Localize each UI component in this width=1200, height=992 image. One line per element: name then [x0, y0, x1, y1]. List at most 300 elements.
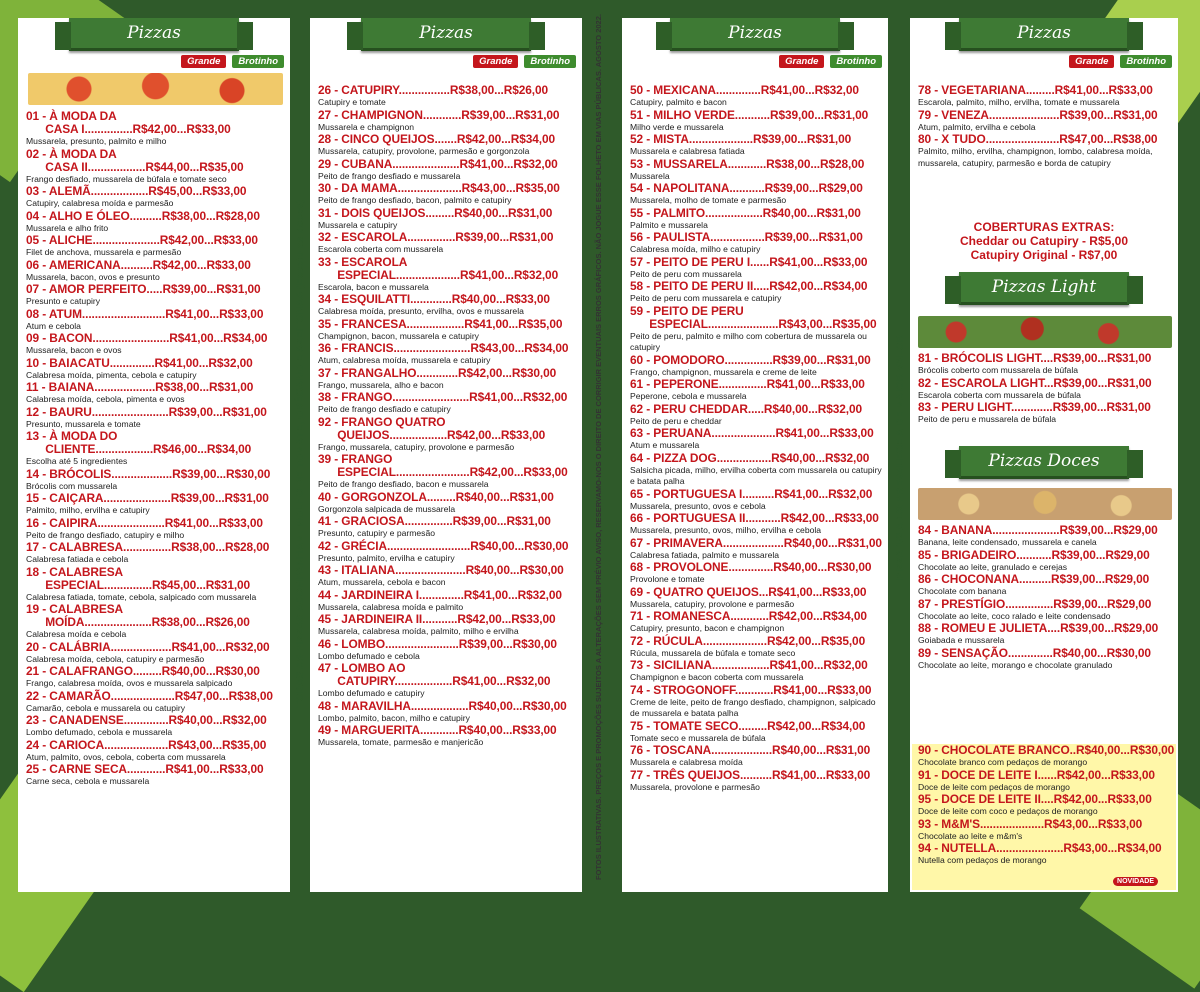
menu-item [26, 541, 284, 566]
item-name-price: 55 - PALMITO..................R$40,00...R$31,00 [630, 205, 861, 220]
item-description: Peperone, cebola e mussarela [630, 391, 747, 401]
menu-panel-3 [622, 18, 888, 892]
menu-item [318, 515, 576, 540]
item-description: Atum e mussarela [630, 440, 700, 450]
menu-panel-2 [310, 18, 582, 892]
item-name-price: 77 - TRÊS QUEIJOS..........R$41,00...R$33,00 [630, 767, 871, 782]
item-name-price: 02 - À MODA DA [26, 146, 117, 161]
item-description: Escolha até 5 ingredientes [26, 456, 128, 466]
item-name-price: 49 - MARGUERITA............R$40,00...R$33,00 [318, 723, 557, 737]
item-name-price: 09 - BACON........................R$41,00...R$34,00 [26, 331, 268, 345]
menu-item [26, 468, 284, 493]
menu-item [318, 466, 576, 491]
item-name-price: CASA I...............R$42,00...R$33,00 [26, 122, 231, 136]
menu-item [318, 207, 576, 232]
menu-item [318, 675, 576, 700]
item-name-price: 23 - CANADENSE..............R$40,00...R$32,00 [26, 713, 267, 727]
item-description: Rúcula, mussarela de búfala e tomate seco [630, 647, 796, 658]
side-note-right: PIZZA 1/2 A 1/2 PREVALECE A DE MAIOR VALOR [894, 334, 906, 580]
item-description: Escarola, bacon e mussarela [318, 281, 429, 292]
item-name-price: 35 - FRANCESA..................R$41,00...R$35,00 [318, 316, 563, 331]
item-name-price: 76 - TOSCANA...................R$40,00...R$31,00 [630, 743, 871, 757]
item-description: Mussarela, provolone e parmesão [630, 781, 760, 792]
menu-item [318, 133, 576, 158]
item-name-price: 41 - GRACIOSA...............R$39,00...R$31,00 [318, 514, 551, 528]
item-name-price: 84 - BANANA.....................R$39,00...R$29,00 [918, 523, 1158, 537]
item-description: Doce de leite com pedaços de morango [918, 781, 1070, 792]
menu-item [26, 161, 284, 186]
item-description: Calabresa moída, presunto, ervilha, ovos e mussarela [318, 306, 524, 316]
item-description: Calabresa fatiada, palmito e mussarela [630, 549, 780, 560]
item-description: Lombo defumado e catupiry [318, 688, 425, 698]
item-description: Lombo, palmito, bacon, milho e catupiry [318, 712, 470, 723]
item-name-price: 52 - MISTA....................R$39,00...R$31,00 [630, 132, 852, 146]
item-description: Salsicha picada, milho, ervilha coberta com mussarela ou catupiry e batata palha [630, 464, 882, 486]
item-name-price: 83 - PERU LIGHT.............R$39,00...R$31,00 [918, 400, 1151, 414]
item-description: Carne seca, cebola e mussarela [26, 776, 150, 786]
menu-item [630, 207, 882, 232]
menu-item [918, 598, 1172, 623]
item-name-price: 10 - BAIACATU..............R$41,00...R$32,00 [26, 355, 253, 370]
menu-item [630, 133, 882, 158]
side-note-middle: FOTOS ILUSTRATIVAS. PREÇOS E PROMOÇÕES SUJEITOS A ALTERAÇÕES SEM PRÉVIO AVISO, RESERVAMO-NOS O DIREITO DE CORRIGIR EVENTUAIS ERROS GRÁFICOS. NÃO JOGUE ESSE FOLHETO EM VIAS PÚBLICAS. AGOSTO 2022. [594, 14, 603, 880]
menu-item [318, 293, 576, 318]
menu-item [918, 84, 1172, 109]
menu-item [26, 283, 284, 308]
item-description: Champignon e bacon coberta com mussarela [630, 672, 804, 682]
menu-item [630, 427, 882, 452]
menu-item [630, 256, 882, 281]
menu-item [318, 540, 576, 565]
menu-item [918, 647, 1172, 672]
menu-panel-1 [18, 18, 290, 892]
menu-item [318, 589, 576, 614]
item-name-price: ESPECIAL.......................R$42,00...R$33,00 [318, 465, 568, 479]
item-name-price: 89 - SENSAÇÃO..............R$40,00...R$30,00 [918, 645, 1151, 660]
menu-item [318, 638, 576, 663]
menu-item [918, 842, 1176, 867]
item-description: Frango desfiado, mussarela de búfala e tomate seco [26, 173, 227, 184]
item-name-price: 15 - CAIÇARA.....................R$39,00...R$31,00 [26, 491, 269, 505]
item-name-price: QUEIJOS..................R$42,00...R$33,00 [318, 427, 546, 442]
item-description: Mussarela, bacon, ovos e presunto [26, 271, 160, 282]
menu-item [630, 684, 882, 720]
item-name-price: 38 - FRANGO........................R$41,00...R$32,00 [318, 390, 568, 404]
item-description: Tomate seco e mussarela de búfala [630, 732, 766, 743]
item-description: Catupiry e tomate [318, 97, 386, 107]
item-description: Palmito, milho, ervilha e catupiry [26, 505, 150, 515]
item-name-price: 61 - PEPERONE...............R$41,00...R$33,00 [630, 377, 865, 391]
item-name-price: 40 - GORGONZOLA.........R$40,00...R$31,00 [318, 489, 554, 504]
menu-item [26, 259, 284, 284]
menu-item [318, 318, 576, 343]
menu-item [318, 491, 576, 516]
item-name-price: 01 - À MODA DA [26, 109, 117, 123]
item-description: Nutella com pedaços de morango [918, 855, 1047, 865]
item-name-price: 78 - VEGETARIANA.........R$41,00...R$33,00 [918, 83, 1153, 97]
menu-item [630, 744, 882, 769]
menu-item [918, 109, 1172, 134]
menu-item [26, 566, 284, 579]
menu-item [318, 231, 576, 256]
pizza-list-1 [26, 110, 284, 788]
menu-item [630, 512, 882, 537]
menu-item [918, 524, 1172, 549]
item-description: Chocolate ao leite, granulado e cerejas [918, 561, 1068, 572]
item-description: Gorgonzola salpicada de mussarela [318, 503, 456, 514]
item-description: Lombo defumado e cebola [318, 650, 420, 661]
item-name-price: 69 - QUATRO QUEIJOS...R$41,00...R$33,00 [630, 584, 867, 599]
grande-label: Grande [1069, 55, 1114, 68]
item-name-price: 18 - CALABRESA [26, 564, 124, 579]
side-note-left: TODAS AS PIZZAS ACOMPANHAM: MOLHO DE TOMATE, ORÉGANO E AZEITONAS (Exceto as doces) [294, 199, 306, 708]
menu-item [630, 378, 882, 403]
menu-item [918, 401, 1172, 426]
item-name-price: 36 - FRANCIS........................R$43,00...R$34,00 [318, 341, 569, 355]
extras-catupiry: Catupiry Original - R$7,00 [970, 248, 1118, 262]
item-name-price: ESPECIAL...............R$45,00...R$31,00 [26, 577, 251, 592]
item-description: Catupiry, palmito e bacon [630, 97, 727, 107]
menu-panel-4 [910, 18, 1178, 892]
item-name-price: 27 - CHAMPIGNON............R$39,00...R$31,00 [318, 107, 560, 122]
item-name-price: 13 - À MODA DO [26, 429, 118, 443]
item-description: Goiabada e mussarela [918, 635, 1005, 645]
pizza-list-3 [630, 84, 882, 793]
menu-item [318, 613, 576, 638]
menu-item [26, 308, 284, 333]
item-name-price: 04 - ALHO E ÓLEO..........R$38,00...R$28,00 [26, 208, 260, 223]
item-description: Creme de leite, peito de frango desfiado, champignon, salpicado de mussarela e batata palha [630, 696, 876, 718]
size-labels [473, 55, 576, 68]
item-name-price: 17 - CALABRESA...............R$38,00...R$28,00 [26, 540, 270, 554]
item-name-price: 14 - BRÓCOLIS...................R$39,00...R$30,00 [26, 466, 271, 481]
item-description: Atum, palmito, ovos, cebola, coberta com mussarela [26, 751, 226, 762]
item-name-price: 60 - POMODORO...............R$39,00...R$31,00 [630, 352, 871, 367]
size-labels [181, 55, 284, 68]
menu-item [26, 185, 284, 210]
item-name-price: 65 - PORTUGUESA I..........R$41,00...R$32,00 [630, 486, 873, 501]
item-description: Mussarela, catupiry, provolone, parmesão e gorgonzola [318, 146, 530, 156]
item-name-price: MOÍDA.....................R$38,00...R$26,00 [26, 615, 250, 629]
item-description: Peito de peru com mussarela [630, 268, 742, 279]
item-name-price: 31 - DOIS QUEIJOS.........R$40,00...R$31,00 [318, 205, 553, 220]
item-description: Peito de peru e cheddar [630, 415, 722, 426]
novidade-badge: NOVIDADE [1113, 877, 1158, 886]
menu-item [918, 818, 1176, 843]
menu-item [630, 610, 882, 635]
menu-item [26, 332, 284, 357]
menu-item [630, 109, 882, 134]
item-description: Atum, palmito, ervilha e cebola [918, 121, 1036, 132]
item-description: Mussarela, presunto, palmito e milho [26, 136, 167, 146]
section-title-light: Pizzas Light [959, 272, 1129, 305]
menu-item [318, 256, 576, 269]
item-description: Peito de frango desfiado e mussarela [318, 170, 461, 181]
menu-item [318, 391, 576, 416]
item-name-price: 05 - ALICHE.....................R$42,00...R$33,00 [26, 233, 258, 247]
brotinho-label: Brotinho [830, 55, 882, 68]
item-description: Calabresa fatiada, tomate, cebola, salpicado com mussarela [26, 591, 257, 602]
item-description: Peito de frango desfiado, bacon, palmito e catupiry [318, 195, 512, 205]
menu-item [630, 586, 882, 611]
item-name-price: CLIENTE..................R$46,00...R$34,00 [26, 442, 252, 456]
item-description: Frango, mussarela, catupiry, provolone e parmesão [318, 441, 515, 452]
item-description: Calabresa moída, cebola, pimenta e ovos [26, 394, 185, 404]
item-name-price: 79 - VENEZA......................R$39,00...R$31,00 [918, 107, 1158, 122]
item-description: Mussarela e champignon [318, 121, 415, 132]
menu-item [918, 744, 1176, 769]
menu-item [630, 537, 882, 562]
menu-item [918, 573, 1172, 598]
pizza-list-2 [318, 84, 576, 749]
item-description: Provolone e tomate [630, 574, 705, 584]
menu-item [630, 231, 882, 256]
item-description: Frango, mussarela, alho e bacon [318, 379, 444, 390]
brotinho-label: Brotinho [232, 55, 284, 68]
item-description: Brócolis com mussarela [26, 480, 118, 491]
menu-item [318, 367, 576, 392]
menu-item [630, 635, 882, 660]
menu-item [630, 84, 882, 109]
brotinho-label: Brotinho [524, 55, 576, 68]
item-name-price: 50 - MEXICANA..............R$41,00...R$32,00 [630, 83, 859, 97]
menu-item [26, 148, 284, 161]
item-name-price: 21 - CALAFRANGO.........R$40,00...R$30,00 [26, 664, 260, 678]
extras-box [910, 220, 1178, 262]
item-description: Lombo defumado, cebola e mussarela [26, 727, 173, 737]
section-title-pizzas: Pizzas [69, 18, 239, 51]
menu-item [918, 769, 1176, 794]
new-dessert-list [912, 744, 1176, 890]
menu-item [26, 763, 284, 788]
item-name-price: ESPECIAL....................R$41,00...R$32,00 [318, 267, 559, 282]
item-description: Presunto e catupiry [26, 296, 101, 306]
dessert-pizza-photo [918, 488, 1172, 520]
item-name-price: 20 - CALÁBRIA...................R$41,00...R$32,00 [26, 639, 270, 654]
item-description: Atum, calabresa moída, mussarela e catupiry [318, 355, 491, 365]
item-name-price: 29 - CUBANA.....................R$41,00...R$32,00 [318, 156, 558, 171]
menu-item [26, 210, 284, 235]
item-name-price: 11 - BAIANA...................R$38,00...R$31,00 [26, 380, 254, 394]
item-name-price: 57 - PEITO DE PERU I......R$41,00...R$33,00 [630, 254, 868, 269]
item-description: Mussarela, tomate, parmesão e manjericão [318, 737, 484, 747]
menu-item [318, 700, 576, 725]
item-description: Escarola coberta com mussarela [318, 244, 444, 254]
item-name-price: 22 - CAMARÃO....................R$47,00...R$38,00 [26, 688, 273, 703]
item-description: Palmito, milho, ervilha, champignon, lombo, calabresa moída, mussarela, catupiry, parmesão e borda de catupiry [918, 146, 1153, 168]
menu-item [918, 377, 1172, 402]
item-name-price: 28 - CINCO QUEIJOS.......R$42,00...R$34,00 [318, 132, 556, 146]
dessert-list [918, 524, 1172, 671]
item-description: Mussarela, calabresa moída, palmito, milho e ervilha [318, 626, 519, 636]
item-name-price: 45 - JARDINEIRA II...........R$42,00...R$33,00 [318, 612, 556, 626]
menu-item [630, 452, 882, 488]
item-description: Chocolate ao leite, morango e chocolate granulado [918, 659, 1113, 670]
item-name-price: 34 - ESQUILATTI.............R$40,00...R$33,00 [318, 292, 550, 306]
extras-title: COBERTURAS EXTRAS: [973, 220, 1115, 234]
item-description: Peito de peru com mussarela e catupiry [630, 293, 782, 303]
item-name-price: 72 - RÚCULA....................R$42,00...R$35,00 [630, 633, 866, 648]
menu-item [630, 769, 882, 794]
item-description: Frango, calabresa moída, ovos e mussarela salpicado [26, 678, 233, 688]
menu-item [630, 305, 882, 318]
menu-item [318, 84, 576, 109]
item-name-price: 03 - ALEMÃ..................R$45,00...R$33,00 [26, 184, 247, 198]
item-description: Peito de frango desfiado e catupiry [318, 404, 451, 414]
item-name-price: 74 - STROGONOFF............R$41,00...R$33,00 [630, 682, 872, 697]
menu-item [26, 739, 284, 764]
item-name-price: 93 - M&M'S....................R$43,00...R$33,00 [918, 816, 1143, 831]
item-name-price: 75 - TOMATE SECO.........R$42,00...R$34,00 [630, 718, 866, 733]
item-description: Mussarela, bacon e ovos [26, 345, 122, 355]
item-name-price: 47 - LOMBO AO [318, 661, 406, 675]
menu-item [918, 352, 1172, 377]
item-description: Brócolis coberto com mussarela de búfala [918, 365, 1079, 375]
grande-label: Grande [473, 55, 518, 68]
menu-item [318, 158, 576, 183]
extras-cheddar: Cheddar ou Catupiry - R$5,00 [959, 234, 1129, 248]
item-description: Mussarela, presunto, ovos e cebola [630, 500, 766, 511]
menu-item [918, 133, 1172, 169]
item-description: Atum, mussarela, cebola e bacon [318, 577, 446, 587]
menu-item [26, 714, 284, 739]
item-name-price: 16 - CAIPIRA.....................R$41,00...R$33,00 [26, 515, 263, 530]
item-name-price: 68 - PROVOLONE..............R$40,00...R$30,00 [630, 560, 872, 574]
item-name-price: 43 - ITALIANA......................R$40,00...R$30,00 [318, 563, 564, 577]
menu-item [630, 720, 882, 745]
item-name-price: 62 - PERU CHEDDAR.....R$40,00...R$32,00 [630, 401, 863, 416]
item-name-price: 95 - DOCE DE LEITE II....R$42,00...R$33,00 [918, 792, 1152, 806]
menu-item [918, 793, 1176, 818]
item-description: Peito de frango desfiado, bacon e mussarela [318, 479, 489, 489]
menu-item [630, 354, 882, 379]
pizza-list-4 [918, 84, 1172, 169]
item-description: Chocolate com banana [918, 586, 1007, 596]
item-description: Chocolate ao leite, coco ralado e leite condensado [918, 610, 1111, 621]
item-name-price: 53 - MUSSARELA............R$38,00...R$28,00 [630, 156, 865, 171]
item-description: Milho verde e mussarela [630, 121, 724, 132]
item-description: Doce de leite com coco e pedaços de morango [918, 806, 1098, 816]
item-name-price: 66 - PORTUGUESA II...........R$42,00...R$33,00 [630, 511, 879, 525]
item-name-price: 30 - DA MAMA....................R$43,00...R$35,00 [318, 181, 560, 195]
item-name-price: 80 - X TUDO.......................R$47,00...R$38,00 [918, 132, 1158, 146]
menu-item [318, 429, 576, 454]
menu-item [26, 234, 284, 259]
item-name-price: 87 - PRESTÍGIO...............R$39,00...R$29,00 [918, 596, 1152, 611]
item-description: Escarola coberta com mussarela de búfala [918, 389, 1081, 400]
item-description: Peito de frango desfiado, catupiry e milho [26, 529, 185, 540]
menu-item [26, 517, 284, 542]
item-description: Mussarela e calabresa fatiada [630, 146, 745, 156]
light-list [918, 352, 1172, 426]
menu-item [630, 182, 882, 207]
menu-item [318, 109, 576, 134]
item-description: Banana, leite condensado, mussarela e canela [918, 537, 1097, 547]
menu-item [26, 123, 284, 148]
menu-item [26, 616, 284, 641]
item-description: Peito de peru e mussarela de búfala [918, 414, 1057, 424]
item-description: Mussarela [630, 170, 670, 181]
item-name-price: ESPECIAL......................R$43,00...R$35,00 [630, 316, 877, 331]
item-name-price: 42 - GRÉCIA..........................R$40,00...R$30,00 [318, 538, 569, 553]
item-name-price: 37 - FRANGALHO.............R$42,00...R$30,00 [318, 365, 557, 380]
grande-label: Grande [181, 55, 226, 68]
item-name-price: 71 - ROMANESCA............R$42,00...R$34,00 [630, 609, 867, 623]
menu-item [26, 579, 284, 604]
item-name-price: 73 - SICILIANA..................R$41,00...R$32,00 [630, 658, 868, 672]
item-description: Catupiry, presunto, bacon e champignon [630, 623, 785, 633]
item-name-price: 91 - DOCE DE LEITE I......R$42,00...R$33,00 [918, 767, 1155, 782]
item-name-price: 88 - ROMEU E JULIETA....R$39,00...R$29,00 [918, 621, 1159, 635]
item-name-price: 24 - CARIOCA....................R$43,00...R$35,00 [26, 737, 267, 752]
size-labels [1069, 55, 1172, 68]
menu-item [630, 280, 882, 305]
item-name-price: 64 - PIZZA DOG.................R$40,00...R$32,00 [630, 450, 870, 465]
item-description: Calabresa moída, milho e catupiry [630, 244, 761, 254]
menu-item [630, 403, 882, 428]
item-name-price: 63 - PERUANA....................R$41,00...R$33,00 [630, 426, 874, 440]
item-name-price: 32 - ESCAROLA...............R$39,00...R$31,00 [318, 230, 554, 244]
menu-item [918, 549, 1172, 574]
item-description: Mussarela, presunto, ovos, milho, ervilha e cebola [630, 525, 822, 535]
brotinho-label: Brotinho [1120, 55, 1172, 68]
item-name-price: 94 - NUTELLA.....................R$43,00...R$34,00 [918, 841, 1162, 855]
item-name-price: 58 - PEITO DE PERU II.....R$42,00...R$34,00 [630, 279, 868, 293]
menu-item [26, 443, 284, 468]
item-name-price: 08 - ATUM..........................R$41,00...R$33,00 [26, 306, 264, 321]
item-description: Presunto, palmito, ervilha e catupiry [318, 552, 455, 563]
item-description: Champignon, bacon, mussarela e catupiry [318, 330, 479, 341]
item-description: Calabresa moída, cebola, catupiry e parmesão [26, 653, 205, 664]
menu-item [630, 561, 882, 586]
menu-item [318, 564, 576, 589]
item-name-price: 39 - FRANGO [318, 452, 393, 466]
item-description: Camarão, cebola e mussarela ou catupiry [26, 702, 186, 713]
menu-item [630, 158, 882, 183]
menu-item [26, 406, 284, 431]
item-description: Mussarela, catupiry, provolone e parmesão [630, 598, 795, 609]
menu-item [26, 492, 284, 517]
item-name-price: 81 - BRÓCOLIS LIGHT....R$39,00...R$31,00 [918, 351, 1152, 365]
item-description: Calabresa moída e cebola [26, 629, 127, 639]
item-name-price: 67 - PRIMAVERA...................R$40,00...R$31,00 [630, 535, 882, 550]
menu-item [318, 724, 576, 749]
item-name-price: 90 - CHOCOLATE BRANCO..R$40,00...R$30,00 [918, 743, 1175, 757]
menu-item [318, 342, 576, 367]
menu-item [630, 659, 882, 684]
item-name-price: 07 - AMOR PERFEITO.....R$39,00...R$31,00 [26, 282, 261, 296]
item-name-price: 06 - AMERICANA..........R$42,00...R$33,00 [26, 257, 251, 272]
item-description: Presunto, catupiry e parmesão [318, 528, 436, 538]
item-name-price: 51 - MILHO VERDE...........R$39,00...R$31,00 [630, 107, 869, 122]
light-pizza-photo [918, 316, 1172, 348]
item-name-price: 26 - CATUPIRY................R$38,00...R$26,00 [318, 83, 549, 97]
item-description: Palmito e mussarela [630, 219, 708, 230]
item-name-price: 19 - CALABRESA [26, 602, 124, 616]
item-name-price: 82 - ESCAROLA LIGHT...R$39,00...R$31,00 [918, 375, 1152, 390]
section-title-pizzas: Pizzas [959, 18, 1129, 51]
menu-item [918, 622, 1172, 647]
item-description: Mussarela, molho de tomate e parmesão [630, 195, 787, 205]
menu-item [630, 488, 882, 513]
item-name-price: 85 - BRIGADEIRO...........R$39,00...R$29,00 [918, 547, 1150, 562]
item-name-price: CASA II..................R$44,00...R$35,00 [26, 159, 244, 174]
item-description: Escarola, palmito, milho, ervilha, tomate e mussarela [918, 97, 1120, 107]
menu-item [318, 416, 576, 429]
item-description: Atum e cebola [26, 320, 81, 331]
item-description: Calabresa moída, pimenta, cebola e catupiry [26, 369, 197, 380]
grande-label: Grande [779, 55, 824, 68]
